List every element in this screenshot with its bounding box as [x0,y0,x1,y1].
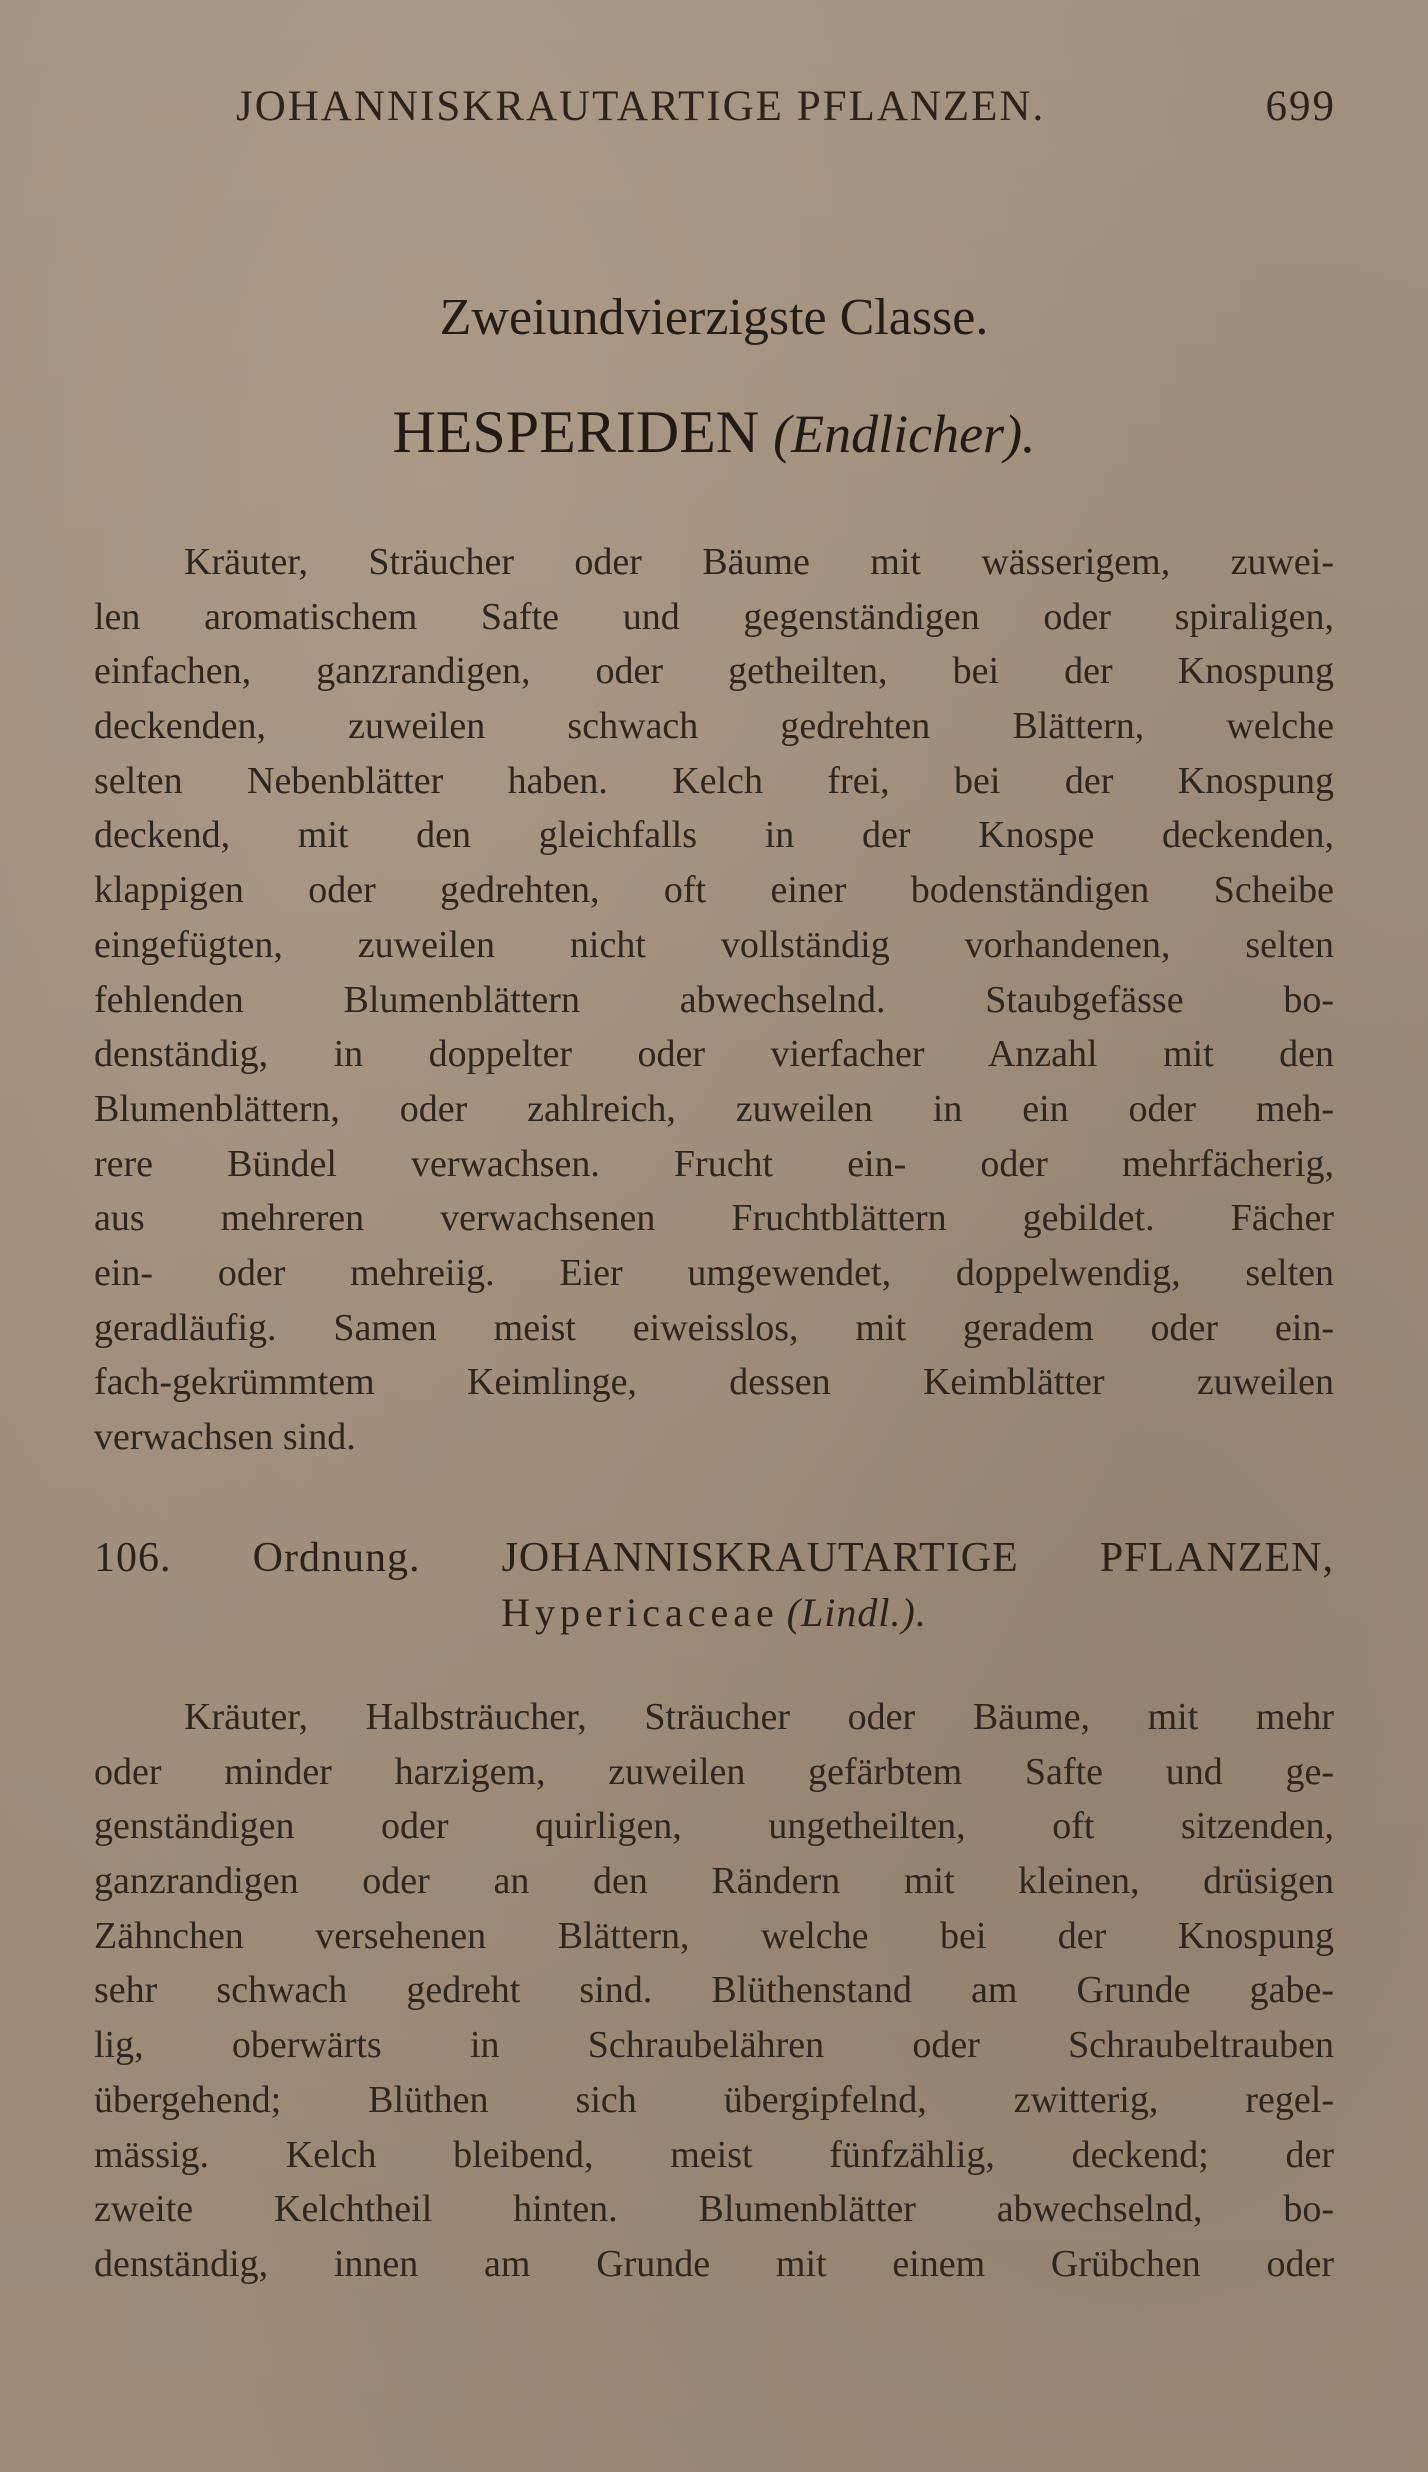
page-number: 699 [1265,83,1336,130]
class-description-paragraph [94,535,1334,1465]
text-line: ein- oder mehreiig. Eier umgewendet, doppelwendig, selten [94,1251,1334,1294]
text-line: selten Nebenblätter haben. Kelch frei, bei der Knospung [94,759,1334,802]
running-head [236,82,1336,142]
text-line: mässig. Kelch bleibend, meist fünfzählig, deckend; der [94,2133,1334,2176]
text-line: übergehend; Blüthen sich übergipfelnd, zwitterig, regel- [94,2078,1334,2121]
text-line: denständig, in doppelter oder vierfacher Anzahl mit den [94,1033,1334,1076]
family-name: HESPERIDEN [392,399,760,465]
text-line: einfachen, ganzrandigen, oder getheilten, bei der Knospung [94,650,1334,693]
text-line: aus mehreren verwachsenen Fruchtblättern gebildet. Fächer [94,1197,1334,1240]
order-title: 106. Ordnung. JOHANNISKRAUTARTIGE PFLANZEN, [94,1535,1334,1581]
text-line: ganzrandigen oder an den Rändern mit kleinen, drüsigen [94,1860,1334,1903]
text-line: zweite Kelchtheil hinten. Blumenblätter abwechselnd, bo- [94,2188,1334,2231]
text-line: eingefügten, zuweilen nicht vollständig vorhandenen, selten [94,923,1334,966]
order-description-paragraph [94,1690,1334,2292]
text-line: denständig, innen am Grunde mit einem Grübchen oder [94,2242,1334,2285]
text-line: fehlenden Blumenblättern abwechselnd. Staubgefässe bo- [94,978,1334,1021]
text-line: sehr schwach gedreht sind. Blüthenstand am Grunde gabe- [94,1969,1334,2012]
text-line: klappigen oder gedrehten, oft einer bodenständigen Scheibe [94,869,1334,912]
text-line: fach-gekrümmtem Keimlinge, dessen Keimblätter zuweilen [94,1361,1334,1404]
text-line: lig, oberwärts in Schraubelähren oder Schraubeltrauben [94,2024,1334,2067]
text-line: rere Bündel verwachsen. Frucht ein- oder mehrfächerig, [94,1142,1334,1185]
order-heading [94,1530,1334,1640]
text-line: geradläufig. Samen meist eiweisslos, mit geradem oder ein- [94,1306,1334,1349]
order-latin-name: Hypericaceae [501,1590,779,1635]
text-line: Kräuter, Sträucher oder Bäume mit wässerigem, zuwei- [184,541,1334,583]
text-line: genständigen oder quirligen, ungetheilten, oft sitzenden, [94,1805,1334,1848]
text-line: Zähnchen versehenen Blättern, welche bei der Knospung [94,1914,1334,1957]
text-line: deckend, mit den gleichfalls in der Knospe deckenden, [94,814,1334,857]
order-latin-line [94,1586,1334,1640]
class-heading: Zweiundvierzigste Classe. [439,289,989,346]
text-line: len aromatischem Safte und gegenständigen oder spiraligen, [94,595,1334,638]
family-heading [0,398,1428,467]
text-line: Kräuter, Halbsträucher, Sträucher oder Bäume, mit mehr [184,1696,1334,1738]
text-line: oder minder harzigem, zuweilen gefärbtem Safte und ge- [94,1750,1334,1793]
text-line: Blumenblättern, oder zahlreich, zuweilen in ein oder meh- [94,1087,1334,1130]
order-authority: (Lindl.). [786,1590,927,1635]
text-line: deckenden, zuweilen schwach gedrehten Blättern, welche [94,705,1334,748]
text-line: verwachsen sind. [94,1416,356,1458]
family-authority: (Endlicher). [773,404,1036,464]
running-head-title: JOHANNISKRAUTARTIGE PFLANZEN. [236,83,1046,130]
